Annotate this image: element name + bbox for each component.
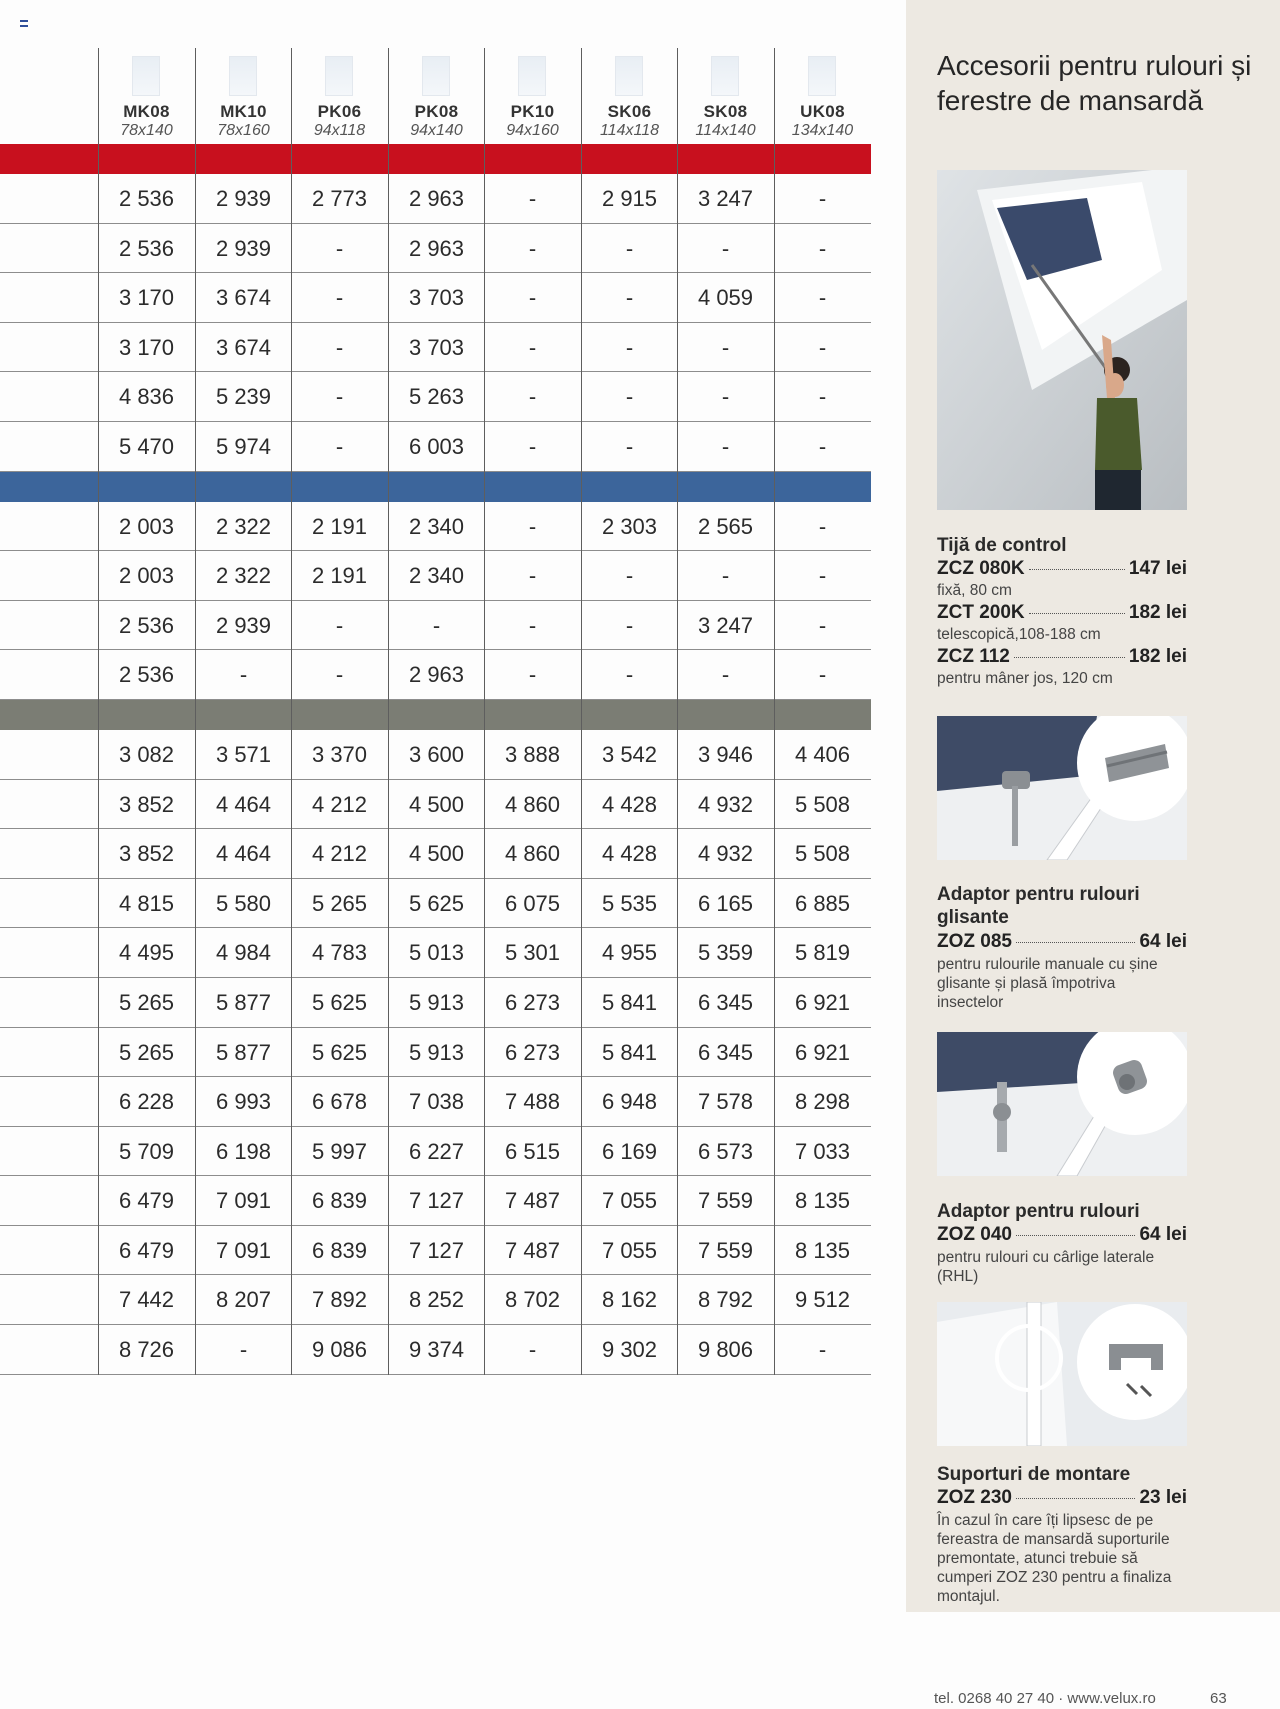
price-cell: 9 806 xyxy=(697,1337,754,1363)
price-cell: 4 860 xyxy=(504,841,561,867)
column-code: PK06 xyxy=(317,102,362,121)
price-cell: 2 939 xyxy=(215,235,272,261)
price-cell: 6 515 xyxy=(504,1138,561,1164)
window-thumbnail xyxy=(615,56,643,96)
column-dims: 114x140 xyxy=(695,122,756,139)
price-cell: 9 302 xyxy=(601,1337,658,1363)
price-cell: 2 340 xyxy=(408,563,465,589)
dot-leader xyxy=(1029,613,1125,614)
product-desc: pentru rulourile manuale cu șine glisante și plasă împotriva insectelor xyxy=(937,956,1158,1011)
blind-adapter-photo xyxy=(937,1032,1187,1176)
price-cell: 2 536 xyxy=(118,235,175,261)
table-row xyxy=(0,224,871,274)
price-cell: - xyxy=(818,433,827,459)
price-cell: 6 479 xyxy=(118,1188,175,1214)
price-cell: - xyxy=(721,662,730,688)
price-cell: 6 075 xyxy=(504,890,561,916)
price-cell: - xyxy=(528,563,537,589)
price-cell: 3 674 xyxy=(215,285,272,311)
window-thumbnail xyxy=(229,56,257,96)
price-cell: - xyxy=(528,1337,537,1363)
price-line xyxy=(937,602,1187,624)
price-cell: - xyxy=(818,1337,827,1363)
price-cell: 4 500 xyxy=(408,791,465,817)
product-price: 147 lei xyxy=(1128,558,1187,579)
column-dims: 78x140 xyxy=(120,122,173,139)
price-cell: - xyxy=(528,334,537,360)
price-cell: 3 571 xyxy=(215,741,272,767)
column-header xyxy=(388,48,485,144)
price-cell: 7 488 xyxy=(504,1089,561,1115)
table-row xyxy=(0,502,871,552)
price-cell: 7 127 xyxy=(408,1237,465,1263)
price-cell: 5 580 xyxy=(215,890,272,916)
price-cell: - xyxy=(625,334,634,360)
price-cell: 7 559 xyxy=(697,1188,754,1214)
table-group xyxy=(0,730,871,1375)
product-code: ZOZ 040 xyxy=(937,1224,1012,1245)
price-cell: - xyxy=(335,334,344,360)
price-line xyxy=(937,1224,1187,1246)
column-header xyxy=(774,48,871,144)
price-cell: 6 948 xyxy=(601,1089,658,1115)
price-cell: 2 003 xyxy=(118,513,175,539)
table-row xyxy=(0,730,871,780)
price-cell: 2 536 xyxy=(118,662,175,688)
price-cell: - xyxy=(625,612,634,638)
price-cell: 4 500 xyxy=(408,841,465,867)
price-cell: - xyxy=(721,433,730,459)
column-divider xyxy=(291,48,292,1375)
dot-leader xyxy=(1016,1235,1135,1236)
price-cell: 4 984 xyxy=(215,940,272,966)
price-cell: - xyxy=(335,433,344,459)
product-desc: fixă, 80 cm xyxy=(937,582,1012,599)
price-cell: 5 265 xyxy=(118,1039,175,1065)
footer-contact: tel. 0268 40 27 40 · www.velux.ro xyxy=(934,1690,1156,1707)
group-band-red xyxy=(0,144,871,174)
price-cell: 3 082 xyxy=(118,741,175,767)
price-cell: 3 946 xyxy=(697,741,754,767)
table-row xyxy=(0,1028,871,1078)
price-cell: 6 273 xyxy=(504,989,561,1015)
price-cell: 6 885 xyxy=(794,890,851,916)
dot-leader xyxy=(1029,569,1125,570)
price-cell: 8 298 xyxy=(794,1089,851,1115)
price-cell: 3 247 xyxy=(697,612,754,638)
price-cell: 7 091 xyxy=(215,1188,272,1214)
column-dims: 78x160 xyxy=(217,122,270,139)
column-divider xyxy=(581,48,582,1375)
page-number: 63 xyxy=(1210,1690,1227,1707)
price-cell: 2 963 xyxy=(408,186,465,211)
table-row xyxy=(0,174,871,224)
price-cell: 5 625 xyxy=(408,890,465,916)
price-cell: 3 674 xyxy=(215,334,272,360)
price-cell: 6 839 xyxy=(311,1237,368,1263)
window-thumbnail xyxy=(808,56,836,96)
product-code: ZOZ 230 xyxy=(937,1487,1012,1508)
column-header xyxy=(291,48,388,144)
price-cell: 2 303 xyxy=(601,513,658,539)
column-divider xyxy=(774,48,775,1375)
column-dims: 134x140 xyxy=(791,122,854,139)
price-cell: 4 783 xyxy=(311,940,368,966)
price-cell: - xyxy=(625,285,634,311)
table-row xyxy=(0,780,871,830)
table-row xyxy=(0,978,871,1028)
price-cell: 5 239 xyxy=(215,384,272,410)
price-cell: 5 997 xyxy=(311,1138,368,1164)
price-cell: 2 322 xyxy=(215,563,272,589)
price-cell: - xyxy=(818,513,827,539)
dot-leader xyxy=(1016,1498,1135,1499)
price-cell: 5 263 xyxy=(408,384,465,410)
control-rod-heading: Tijă de control xyxy=(937,535,1067,556)
price-cell: 2 340 xyxy=(408,513,465,539)
price-cell: 7 127 xyxy=(408,1188,465,1214)
price-cell: 3 247 xyxy=(697,186,754,211)
price-cell: - xyxy=(818,563,827,589)
price-cell: - xyxy=(335,384,344,410)
blind-adapter-heading: Adaptor pentru rulouri xyxy=(937,1201,1140,1222)
price-cell: 6 227 xyxy=(408,1138,465,1164)
price-cell: 5 625 xyxy=(311,1039,368,1065)
table-row xyxy=(0,928,871,978)
column-dims: 114x118 xyxy=(599,122,659,139)
price-cell: 5 301 xyxy=(504,940,561,966)
price-cell: 3 542 xyxy=(601,741,658,767)
table-row xyxy=(0,879,871,929)
price-cell: 6 839 xyxy=(311,1188,368,1214)
price-cell: 4 932 xyxy=(697,841,754,867)
price-cell: 3 703 xyxy=(408,285,465,311)
header-row xyxy=(0,48,871,144)
price-cell: - xyxy=(818,334,827,360)
price-cell: - xyxy=(818,186,827,211)
price-cell: 6 921 xyxy=(794,1039,851,1065)
price-cell: 2 536 xyxy=(118,612,175,638)
price-cell: - xyxy=(335,612,344,638)
price-cell: - xyxy=(721,235,730,261)
price-cell: 6 993 xyxy=(215,1089,272,1115)
price-cell: - xyxy=(528,186,537,211)
price-cell: 5 508 xyxy=(794,841,851,867)
price-cell: 7 487 xyxy=(504,1188,561,1214)
price-cell: 6 198 xyxy=(215,1138,272,1164)
price-cell: 6 345 xyxy=(697,1039,754,1065)
price-cell: 7 578 xyxy=(697,1089,754,1115)
table-row xyxy=(0,1325,871,1375)
column-code: PK10 xyxy=(510,102,555,121)
price-cell: - xyxy=(721,384,730,410)
price-cell: 5 709 xyxy=(118,1138,175,1164)
price-cell: 3 852 xyxy=(118,791,175,817)
price-cell: 7 091 xyxy=(215,1237,272,1263)
table-row xyxy=(0,323,871,373)
price-cell: 7 038 xyxy=(408,1089,465,1115)
table-row xyxy=(0,1176,871,1226)
column-dims: 94x140 xyxy=(410,122,463,139)
price-cell: 2 963 xyxy=(408,235,465,261)
column-divider xyxy=(388,48,389,1375)
price-cell: 4 428 xyxy=(601,791,658,817)
window-thumbnail xyxy=(422,56,450,96)
price-cell: 3 852 xyxy=(118,841,175,867)
column-divider xyxy=(677,48,678,1375)
table-group xyxy=(0,174,871,472)
dot-leader xyxy=(1016,942,1135,943)
product-price: 182 lei xyxy=(1128,602,1187,623)
price-cell: 6 678 xyxy=(311,1089,368,1115)
price-cell: 2 191 xyxy=(311,563,368,589)
price-cell: - xyxy=(625,384,634,410)
price-cell: - xyxy=(239,1337,248,1363)
mount-brackets-heading: Suporturi de montare xyxy=(937,1464,1131,1485)
price-cell: 4 212 xyxy=(311,791,368,817)
product-price: 64 lei xyxy=(1139,1224,1187,1245)
price-cell: 6 169 xyxy=(601,1138,658,1164)
price-cell: 3 703 xyxy=(408,334,465,360)
price-cell: - xyxy=(528,662,537,688)
price-cell: 6 228 xyxy=(118,1089,175,1115)
price-line xyxy=(937,1487,1187,1509)
column-code: PK08 xyxy=(414,102,459,121)
price-cell: - xyxy=(528,384,537,410)
price-cell: 4 406 xyxy=(794,741,851,767)
price-cell: 9 512 xyxy=(794,1287,851,1313)
price-cell: - xyxy=(239,662,248,688)
price-cell: - xyxy=(335,662,344,688)
corner-mark xyxy=(20,20,28,27)
price-cell: 7 559 xyxy=(697,1237,754,1263)
product-desc: pentru rulouri cu cârlige laterale (RHL) xyxy=(937,1249,1155,1285)
price-cell: 5 470 xyxy=(118,433,175,459)
column-code: UK08 xyxy=(800,102,845,121)
price-cell: - xyxy=(625,563,634,589)
column-header xyxy=(581,48,678,144)
column-header xyxy=(677,48,774,144)
price-cell: - xyxy=(818,235,827,261)
price-cell: 8 135 xyxy=(794,1188,851,1214)
price-cell: - xyxy=(818,612,827,638)
price-cell: 3 888 xyxy=(504,741,561,767)
price-cell: 5 877 xyxy=(215,989,272,1015)
price-cell: 8 726 xyxy=(118,1337,175,1363)
price-cell: 5 508 xyxy=(794,791,851,817)
price-cell: 8 207 xyxy=(215,1287,272,1313)
column-dims: 94x160 xyxy=(506,122,559,139)
price-cell: 6 003 xyxy=(408,433,465,459)
group-band-grey xyxy=(0,700,871,730)
price-cell: 4 495 xyxy=(118,940,175,966)
price-cell: 5 841 xyxy=(601,1039,658,1065)
price-cell: 7 442 xyxy=(118,1287,175,1313)
table-row xyxy=(0,1226,871,1276)
product-price: 23 lei xyxy=(1139,1487,1187,1508)
price-cell: 2 939 xyxy=(215,186,272,211)
table-row xyxy=(0,372,871,422)
window-thumbnail xyxy=(132,56,160,96)
table-row xyxy=(0,601,871,651)
price-cell: 6 921 xyxy=(794,989,851,1015)
price-cell: 2 003 xyxy=(118,563,175,589)
price-cell: - xyxy=(818,384,827,410)
price-cell: 5 359 xyxy=(697,940,754,966)
price-cell: 9 086 xyxy=(311,1337,368,1363)
group-band-blue xyxy=(0,472,871,502)
price-cell: 5 913 xyxy=(408,1039,465,1065)
price-cell: 4 955 xyxy=(601,940,658,966)
dot-leader xyxy=(1014,657,1125,658)
product-price: 64 lei xyxy=(1139,931,1187,952)
product-code: ZCT 200K xyxy=(937,602,1025,623)
price-cell: - xyxy=(625,235,634,261)
product-desc: telescopică,108-188 cm xyxy=(937,626,1101,643)
price-cell: 8 792 xyxy=(697,1287,754,1313)
column-header xyxy=(98,48,195,144)
price-cell: - xyxy=(432,612,441,638)
price-cell: 2 191 xyxy=(311,513,368,539)
column-code: SK06 xyxy=(607,102,652,121)
price-cell: 4 815 xyxy=(118,890,175,916)
price-cell: 4 464 xyxy=(215,791,272,817)
price-cell: 6 165 xyxy=(697,890,754,916)
price-cell: 5 877 xyxy=(215,1039,272,1065)
product-desc: pentru mâner jos, 120 cm xyxy=(937,670,1113,687)
product-code: ZOZ 085 xyxy=(937,931,1012,952)
price-line xyxy=(937,646,1187,668)
price-cell: - xyxy=(818,285,827,311)
price-cell: 2 565 xyxy=(697,513,754,539)
price-cell: 7 055 xyxy=(601,1237,658,1263)
window-thumbnail xyxy=(711,56,739,96)
price-cell: 6 479 xyxy=(118,1237,175,1263)
price-cell: 2 915 xyxy=(601,186,658,211)
price-table xyxy=(0,48,871,1375)
mount-brackets-photo xyxy=(937,1302,1187,1446)
price-cell: - xyxy=(528,285,537,311)
price-cell: 7 033 xyxy=(794,1138,851,1164)
product-desc: În cazul în care îți lipsesc de pe fereastra de mansardă suporturile premontate, atunci trebuie să cumperi ZOZ 230 pentru a finaliza montajul. xyxy=(937,1512,1172,1605)
price-cell: 2 322 xyxy=(215,513,272,539)
price-cell: 2 773 xyxy=(311,186,368,211)
price-cell: 8 162 xyxy=(601,1287,658,1313)
price-cell: 2 939 xyxy=(215,612,272,638)
window-thumbnail xyxy=(325,56,353,96)
price-cell: 4 212 xyxy=(311,841,368,867)
product-price: 182 lei xyxy=(1128,646,1187,667)
column-header xyxy=(484,48,581,144)
price-cell: 5 625 xyxy=(311,989,368,1015)
column-dims: 94x118 xyxy=(313,122,366,139)
price-cell: 3 170 xyxy=(118,285,175,311)
price-cell: 8 702 xyxy=(504,1287,561,1313)
price-cell: 3 370 xyxy=(311,741,368,767)
table-row xyxy=(0,273,871,323)
price-cell: 5 265 xyxy=(118,989,175,1015)
price-cell: - xyxy=(528,612,537,638)
price-cell: - xyxy=(528,235,537,261)
price-cell: - xyxy=(528,433,537,459)
column-header xyxy=(195,48,292,144)
column-divider xyxy=(98,48,99,1375)
glide-adapter-photo xyxy=(937,716,1187,860)
price-cell: 8 252 xyxy=(408,1287,465,1313)
price-line xyxy=(937,558,1187,580)
price-cell: - xyxy=(528,513,537,539)
price-line xyxy=(937,931,1187,953)
price-cell: 9 374 xyxy=(408,1337,465,1363)
column-code: SK08 xyxy=(703,102,748,121)
table-row xyxy=(0,1127,871,1177)
price-cell: 5 974 xyxy=(215,433,272,459)
window-thumbnail xyxy=(518,56,546,96)
column-divider xyxy=(195,48,196,1375)
glide-adapter-heading: Adaptor pentru rulouri glisante xyxy=(937,884,1140,928)
table-row xyxy=(0,1077,871,1127)
price-cell: 7 055 xyxy=(601,1188,658,1214)
product-code: ZCZ 112 xyxy=(937,646,1010,667)
price-cell: 6 345 xyxy=(697,989,754,1015)
price-cell: 2 536 xyxy=(118,186,175,211)
price-cell: 7 487 xyxy=(504,1237,561,1263)
table-row xyxy=(0,551,871,601)
control-rod-photo xyxy=(937,170,1187,510)
price-cell: 3 600 xyxy=(408,741,465,767)
price-cell: - xyxy=(625,662,634,688)
column-code: MK10 xyxy=(220,102,267,121)
table-row xyxy=(0,1275,871,1325)
table-row xyxy=(0,650,871,700)
price-cell: 2 963 xyxy=(408,662,465,688)
price-cell: 4 860 xyxy=(504,791,561,817)
price-cell: - xyxy=(721,563,730,589)
price-cell: 6 273 xyxy=(504,1039,561,1065)
sidebar-title: Accesorii pentru rulouri și ferestre de mansardă xyxy=(937,50,1252,116)
price-cell: - xyxy=(721,334,730,360)
price-cell: 4 059 xyxy=(697,285,754,311)
price-cell: - xyxy=(335,285,344,311)
accessories-sidebar xyxy=(906,0,1280,1612)
price-cell: 4 932 xyxy=(697,791,754,817)
column-code: MK08 xyxy=(123,102,170,121)
price-cell: 7 892 xyxy=(311,1287,368,1313)
price-cell: 4 428 xyxy=(601,841,658,867)
price-cell: 5 535 xyxy=(601,890,658,916)
price-cell: 5 819 xyxy=(794,940,851,966)
price-cell: - xyxy=(335,235,344,261)
product-code: ZCZ 080K xyxy=(937,558,1025,579)
column-divider xyxy=(484,48,485,1375)
price-cell: 3 170 xyxy=(118,334,175,360)
table-row xyxy=(0,829,871,879)
price-cell: - xyxy=(818,662,827,688)
price-cell: - xyxy=(625,433,634,459)
price-cell: 5 265 xyxy=(311,890,368,916)
price-cell: 4 464 xyxy=(215,841,272,867)
price-cell: 4 836 xyxy=(118,384,175,410)
price-cell: 8 135 xyxy=(794,1237,851,1263)
table-row xyxy=(0,422,871,472)
price-cell: 5 913 xyxy=(408,989,465,1015)
price-cell: 5 841 xyxy=(601,989,658,1015)
price-cell: 6 573 xyxy=(697,1138,754,1164)
table-group xyxy=(0,502,871,700)
price-cell: 5 013 xyxy=(408,940,465,966)
